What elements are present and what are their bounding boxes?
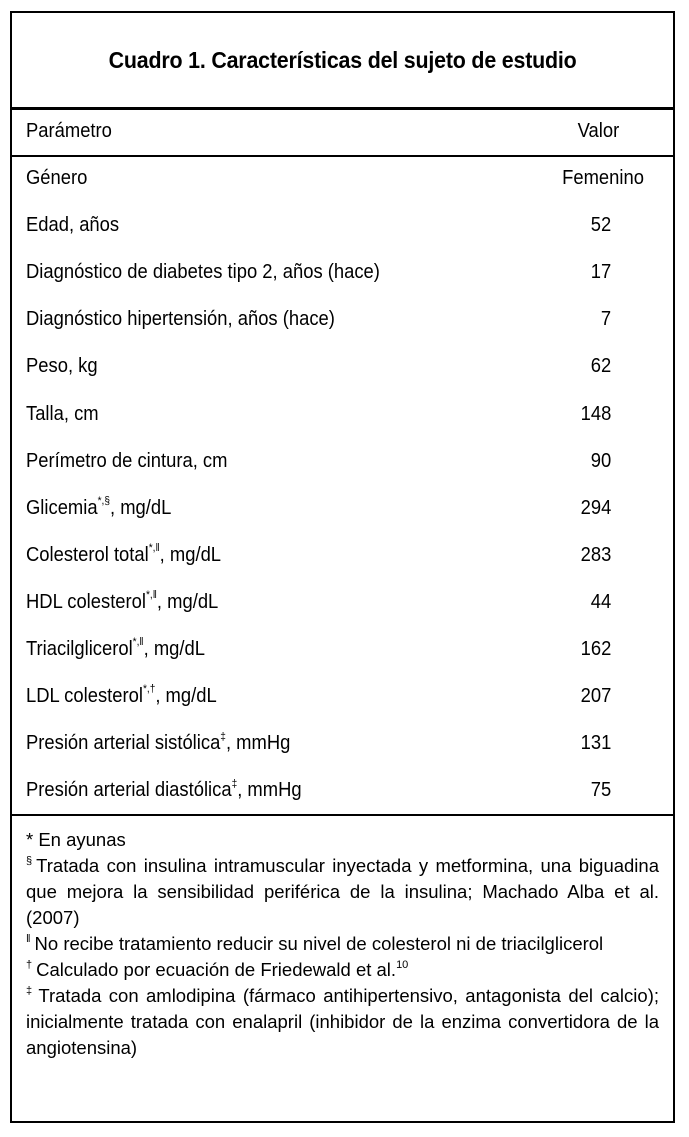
row-value: 162 [580,638,611,660]
footnote [26,827,659,853]
row-label-text: Presión arterial sistólica [26,732,221,755]
table-row [12,628,673,675]
table-row [12,534,673,581]
row-unit: , mmHg [237,779,302,802]
row-label [26,355,98,378]
row-value: 52 [590,214,611,237]
table-row [12,581,673,628]
footnote-mark: † [26,958,33,971]
row-value: Femenino [562,167,644,189]
row-label-text: Talla, cm [26,402,99,425]
table-row [12,675,673,722]
row-footnote-mark: ‡ [220,730,226,743]
row-label-text: Colesterol total [26,543,149,566]
row-label [26,591,218,614]
row-footnote-mark: *,‖ [148,542,160,555]
row-value: 62 [590,355,611,378]
footnotes [26,827,659,1061]
row-label-text: Triacilglicerol [26,638,133,660]
row-label-text: Peso, kg [26,355,98,378]
row-value: 17 [590,261,611,284]
row-label [26,732,290,755]
title-box [12,13,673,110]
row-value: 44 [590,590,611,613]
footnote [26,983,659,1061]
table-row [12,251,673,298]
row-footnote-mark: *,† [142,683,156,696]
row-label [26,497,171,520]
row-label-text: Género [26,167,88,189]
row-label-text: Diagnóstico hipertensión, años (hace) [26,308,335,331]
row-value: 207 [580,685,611,708]
row-label-text: Presión arterial diastólica [26,779,232,802]
table-body [12,157,673,817]
row-unit: , mg/dL [155,685,217,708]
table-header [12,107,673,157]
footnote [26,957,659,983]
footnote-text: Tratada con insulina intramuscular inyectada y metformina, una biguadina que mejora la sensibilidad periférica de la insulina; Machado Alba et al. (2007) [26,855,659,928]
row-value: 294 [580,496,611,519]
row-label [26,167,87,190]
notes-divider [12,814,673,816]
footnote-mark: ‡ [26,984,35,997]
table-row [12,722,673,769]
row-label [26,261,380,284]
footnote-mark: ‖ [26,932,31,945]
row-footnote-mark: *,‖ [145,589,157,602]
row-label-text: HDL colesterol [26,590,146,613]
footnote-text: No recibe tratamiento reducir su nivel de colesterol ni de triacilglicerol [34,933,604,954]
row-value: 131 [580,732,611,755]
row-label [26,779,302,802]
footnote-text: * En ayunas [26,829,126,850]
table-row [12,393,673,440]
row-label [26,450,227,473]
table-title: Cuadro 1. Características del sujeto de estudio [108,46,577,73]
row-label-text: Edad, años [26,214,120,237]
row-label-text: Perímetro de cintura, cm [26,449,228,472]
row-label-text: Glicemia [26,496,98,519]
row-value: 90 [590,449,611,472]
row-unit: , mg/dL [159,543,222,566]
footnote [26,931,659,957]
footnote-text: Tratada con amlodipina (fármaco antihipertensivo, antagonista del calcio); inicialmente tratada con enalapril (inhibidor de la enzima convertidora de la angiotensina) [26,985,659,1058]
row-unit: , mg/dL [156,590,219,613]
table-row [12,440,673,487]
row-label [26,214,119,237]
row-label [26,403,99,426]
row-footnote-mark: *,‖ [132,636,144,649]
row-footnote-mark: ‡ [231,777,238,790]
row-unit: , mmHg [225,732,291,755]
row-value: 7 [600,308,611,331]
row-value: 75 [590,779,611,802]
table-row [12,769,673,816]
table-row [12,345,673,392]
row-label [26,685,217,708]
row-unit: , mg/dL [143,638,205,660]
row-label-text: Diagnóstico de diabetes tipo 2, años (hace) [26,261,380,284]
row-value: 283 [580,543,611,566]
row-unit: , mg/dL [109,496,172,519]
table-frame [10,11,675,1123]
footnote-reference: 10 [396,958,409,971]
table-row [12,204,673,251]
row-label [26,308,335,331]
table-row [12,157,673,204]
header-parameter: Parámetro [26,120,112,142]
row-label [26,638,205,661]
row-label [26,544,221,567]
footnote-text: Calculado por ecuación de Friedewald et al. [36,959,397,980]
table-row [12,298,673,345]
footnote [26,853,659,931]
row-label-text: LDL colesterol [26,685,143,708]
table-row [12,487,673,534]
row-value: 148 [580,402,611,425]
row-footnote-mark: *,§ [97,495,110,508]
footnote-mark: § [26,854,33,867]
header-value: Valor [577,120,619,142]
